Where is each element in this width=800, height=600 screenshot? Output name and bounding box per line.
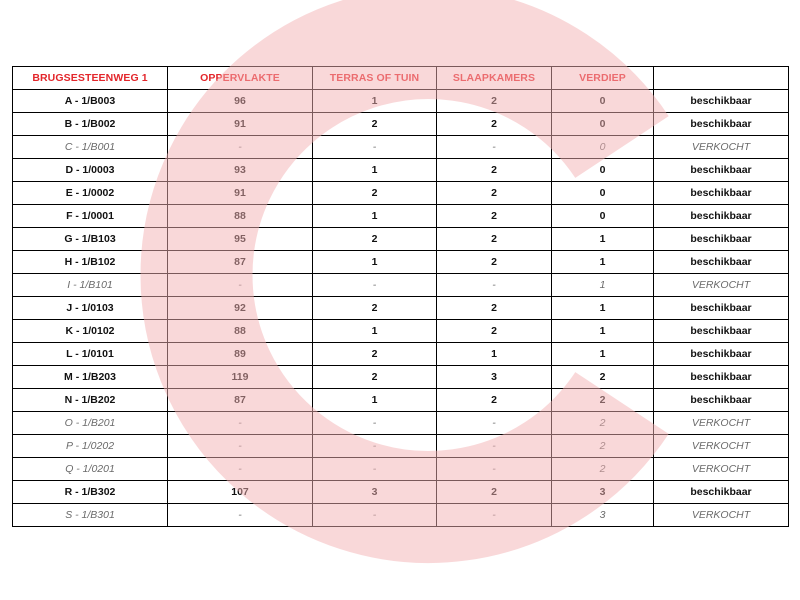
cell-bedrooms: -: [437, 136, 552, 159]
cell-terrace: 1: [313, 159, 437, 182]
cell-terrace: 2: [313, 366, 437, 389]
table-row: [13, 481, 789, 504]
cell-unit: N - 1/B202: [13, 389, 168, 412]
table-row: [13, 159, 789, 182]
cell-terrace: -: [313, 274, 437, 297]
cell-unit: A - 1/B003: [13, 90, 168, 113]
cell-area: 87: [168, 251, 313, 274]
cell-bedrooms: 2: [437, 389, 552, 412]
table-row: [13, 113, 789, 136]
header-bedrooms: SLAAPKAMERS: [437, 67, 552, 90]
table-row: [13, 366, 789, 389]
cell-bedrooms: 2: [437, 159, 552, 182]
cell-bedrooms: 2: [437, 481, 552, 504]
cell-floor: 0: [552, 90, 654, 113]
cell-status: beschikbaar: [654, 205, 789, 228]
cell-status: beschikbaar: [654, 113, 789, 136]
cell-terrace: -: [313, 435, 437, 458]
cell-area: 93: [168, 159, 313, 182]
table-row: [13, 297, 789, 320]
cell-floor: 2: [552, 366, 654, 389]
cell-terrace: 2: [313, 343, 437, 366]
cell-bedrooms: -: [437, 412, 552, 435]
table-row: [13, 251, 789, 274]
cell-status: beschikbaar: [654, 320, 789, 343]
cell-floor: 1: [552, 297, 654, 320]
cell-area: -: [168, 274, 313, 297]
cell-floor: 0: [552, 182, 654, 205]
cell-unit: I - 1/B101: [13, 274, 168, 297]
table-row: [13, 90, 789, 113]
cell-terrace: 1: [313, 251, 437, 274]
cell-unit: E - 1/0002: [13, 182, 168, 205]
cell-floor: 2: [552, 412, 654, 435]
table-row: [13, 228, 789, 251]
cell-floor: 1: [552, 274, 654, 297]
cell-terrace: 1: [313, 90, 437, 113]
cell-unit: L - 1/0101: [13, 343, 168, 366]
cell-unit: Q - 1/0201: [13, 458, 168, 481]
cell-status: beschikbaar: [654, 389, 789, 412]
header-terrace: TERRAS OF TUIN: [313, 67, 437, 90]
cell-status: VERKOCHT: [654, 274, 789, 297]
table-row: [13, 389, 789, 412]
cell-terrace: -: [313, 458, 437, 481]
units-table: [12, 66, 789, 527]
table-row: [13, 343, 789, 366]
cell-unit: M - 1/B203: [13, 366, 168, 389]
cell-status: VERKOCHT: [654, 504, 789, 527]
cell-floor: 2: [552, 435, 654, 458]
cell-floor: 3: [552, 481, 654, 504]
cell-unit: F - 1/0001: [13, 205, 168, 228]
cell-bedrooms: 2: [437, 251, 552, 274]
cell-area: -: [168, 458, 313, 481]
cell-status: beschikbaar: [654, 159, 789, 182]
cell-terrace: 2: [313, 113, 437, 136]
cell-status: VERKOCHT: [654, 458, 789, 481]
header-row: [13, 67, 789, 90]
cell-floor: 3: [552, 504, 654, 527]
cell-floor: 1: [552, 343, 654, 366]
cell-area: 88: [168, 320, 313, 343]
cell-area: -: [168, 136, 313, 159]
cell-status: beschikbaar: [654, 481, 789, 504]
cell-floor: 0: [552, 136, 654, 159]
cell-bedrooms: 2: [437, 90, 552, 113]
cell-status: beschikbaar: [654, 182, 789, 205]
cell-floor: 0: [552, 113, 654, 136]
header-status: [654, 67, 789, 90]
table-row: [13, 205, 789, 228]
cell-bedrooms: 3: [437, 366, 552, 389]
cell-area: 119: [168, 366, 313, 389]
cell-bedrooms: -: [437, 458, 552, 481]
table-row: [13, 274, 789, 297]
cell-terrace: 1: [313, 205, 437, 228]
cell-bedrooms: -: [437, 435, 552, 458]
cell-area: -: [168, 504, 313, 527]
cell-status: beschikbaar: [654, 90, 789, 113]
cell-status: VERKOCHT: [654, 435, 789, 458]
cell-floor: 1: [552, 251, 654, 274]
cell-terrace: -: [313, 504, 437, 527]
cell-status: VERKOCHT: [654, 136, 789, 159]
table-row: [13, 458, 789, 481]
cell-floor: 0: [552, 159, 654, 182]
cell-area: 89: [168, 343, 313, 366]
cell-status: beschikbaar: [654, 251, 789, 274]
cell-area: 96: [168, 90, 313, 113]
cell-terrace: 2: [313, 182, 437, 205]
cell-unit: B - 1/B002: [13, 113, 168, 136]
cell-unit: H - 1/B102: [13, 251, 168, 274]
cell-bedrooms: 2: [437, 113, 552, 136]
header-floor: VERDIEP: [552, 67, 654, 90]
cell-status: beschikbaar: [654, 343, 789, 366]
cell-area: 95: [168, 228, 313, 251]
cell-unit: R - 1/B302: [13, 481, 168, 504]
table-row: [13, 136, 789, 159]
cell-unit: S - 1/B301: [13, 504, 168, 527]
cell-bedrooms: 2: [437, 228, 552, 251]
cell-terrace: 2: [313, 228, 437, 251]
cell-floor: 1: [552, 320, 654, 343]
cell-area: 107: [168, 481, 313, 504]
cell-area: 91: [168, 113, 313, 136]
cell-unit: J - 1/0103: [13, 297, 168, 320]
cell-status: VERKOCHT: [654, 412, 789, 435]
cell-terrace: 2: [313, 297, 437, 320]
cell-bedrooms: 2: [437, 297, 552, 320]
cell-terrace: 1: [313, 389, 437, 412]
cell-bedrooms: -: [437, 274, 552, 297]
cell-bedrooms: 1: [437, 343, 552, 366]
cell-area: -: [168, 435, 313, 458]
cell-status: beschikbaar: [654, 228, 789, 251]
cell-bedrooms: -: [437, 504, 552, 527]
cell-unit: K - 1/0102: [13, 320, 168, 343]
cell-floor: 2: [552, 389, 654, 412]
table-row: [13, 182, 789, 205]
cell-area: -: [168, 412, 313, 435]
cell-terrace: -: [313, 412, 437, 435]
cell-area: 88: [168, 205, 313, 228]
cell-area: 87: [168, 389, 313, 412]
cell-status: beschikbaar: [654, 297, 789, 320]
cell-area: 92: [168, 297, 313, 320]
cell-floor: 1: [552, 228, 654, 251]
cell-unit: C - 1/B001: [13, 136, 168, 159]
cell-unit: P - 1/0202: [13, 435, 168, 458]
header-area: OPPERVLAKTE: [168, 67, 313, 90]
table-row: [13, 412, 789, 435]
table-row: [13, 504, 789, 527]
cell-floor: 0: [552, 205, 654, 228]
cell-floor: 2: [552, 458, 654, 481]
table-row: [13, 320, 789, 343]
cell-area: 91: [168, 182, 313, 205]
cell-bedrooms: 2: [437, 182, 552, 205]
cell-unit: G - 1/B103: [13, 228, 168, 251]
cell-status: beschikbaar: [654, 366, 789, 389]
cell-unit: D - 1/0003: [13, 159, 168, 182]
cell-unit: O - 1/B201: [13, 412, 168, 435]
cell-bedrooms: 2: [437, 205, 552, 228]
cell-terrace: -: [313, 136, 437, 159]
header-address: BRUGSESTEENWEG 1: [13, 67, 168, 90]
table-row: [13, 435, 789, 458]
cell-terrace: 1: [313, 320, 437, 343]
cell-terrace: 3: [313, 481, 437, 504]
cell-bedrooms: 2: [437, 320, 552, 343]
